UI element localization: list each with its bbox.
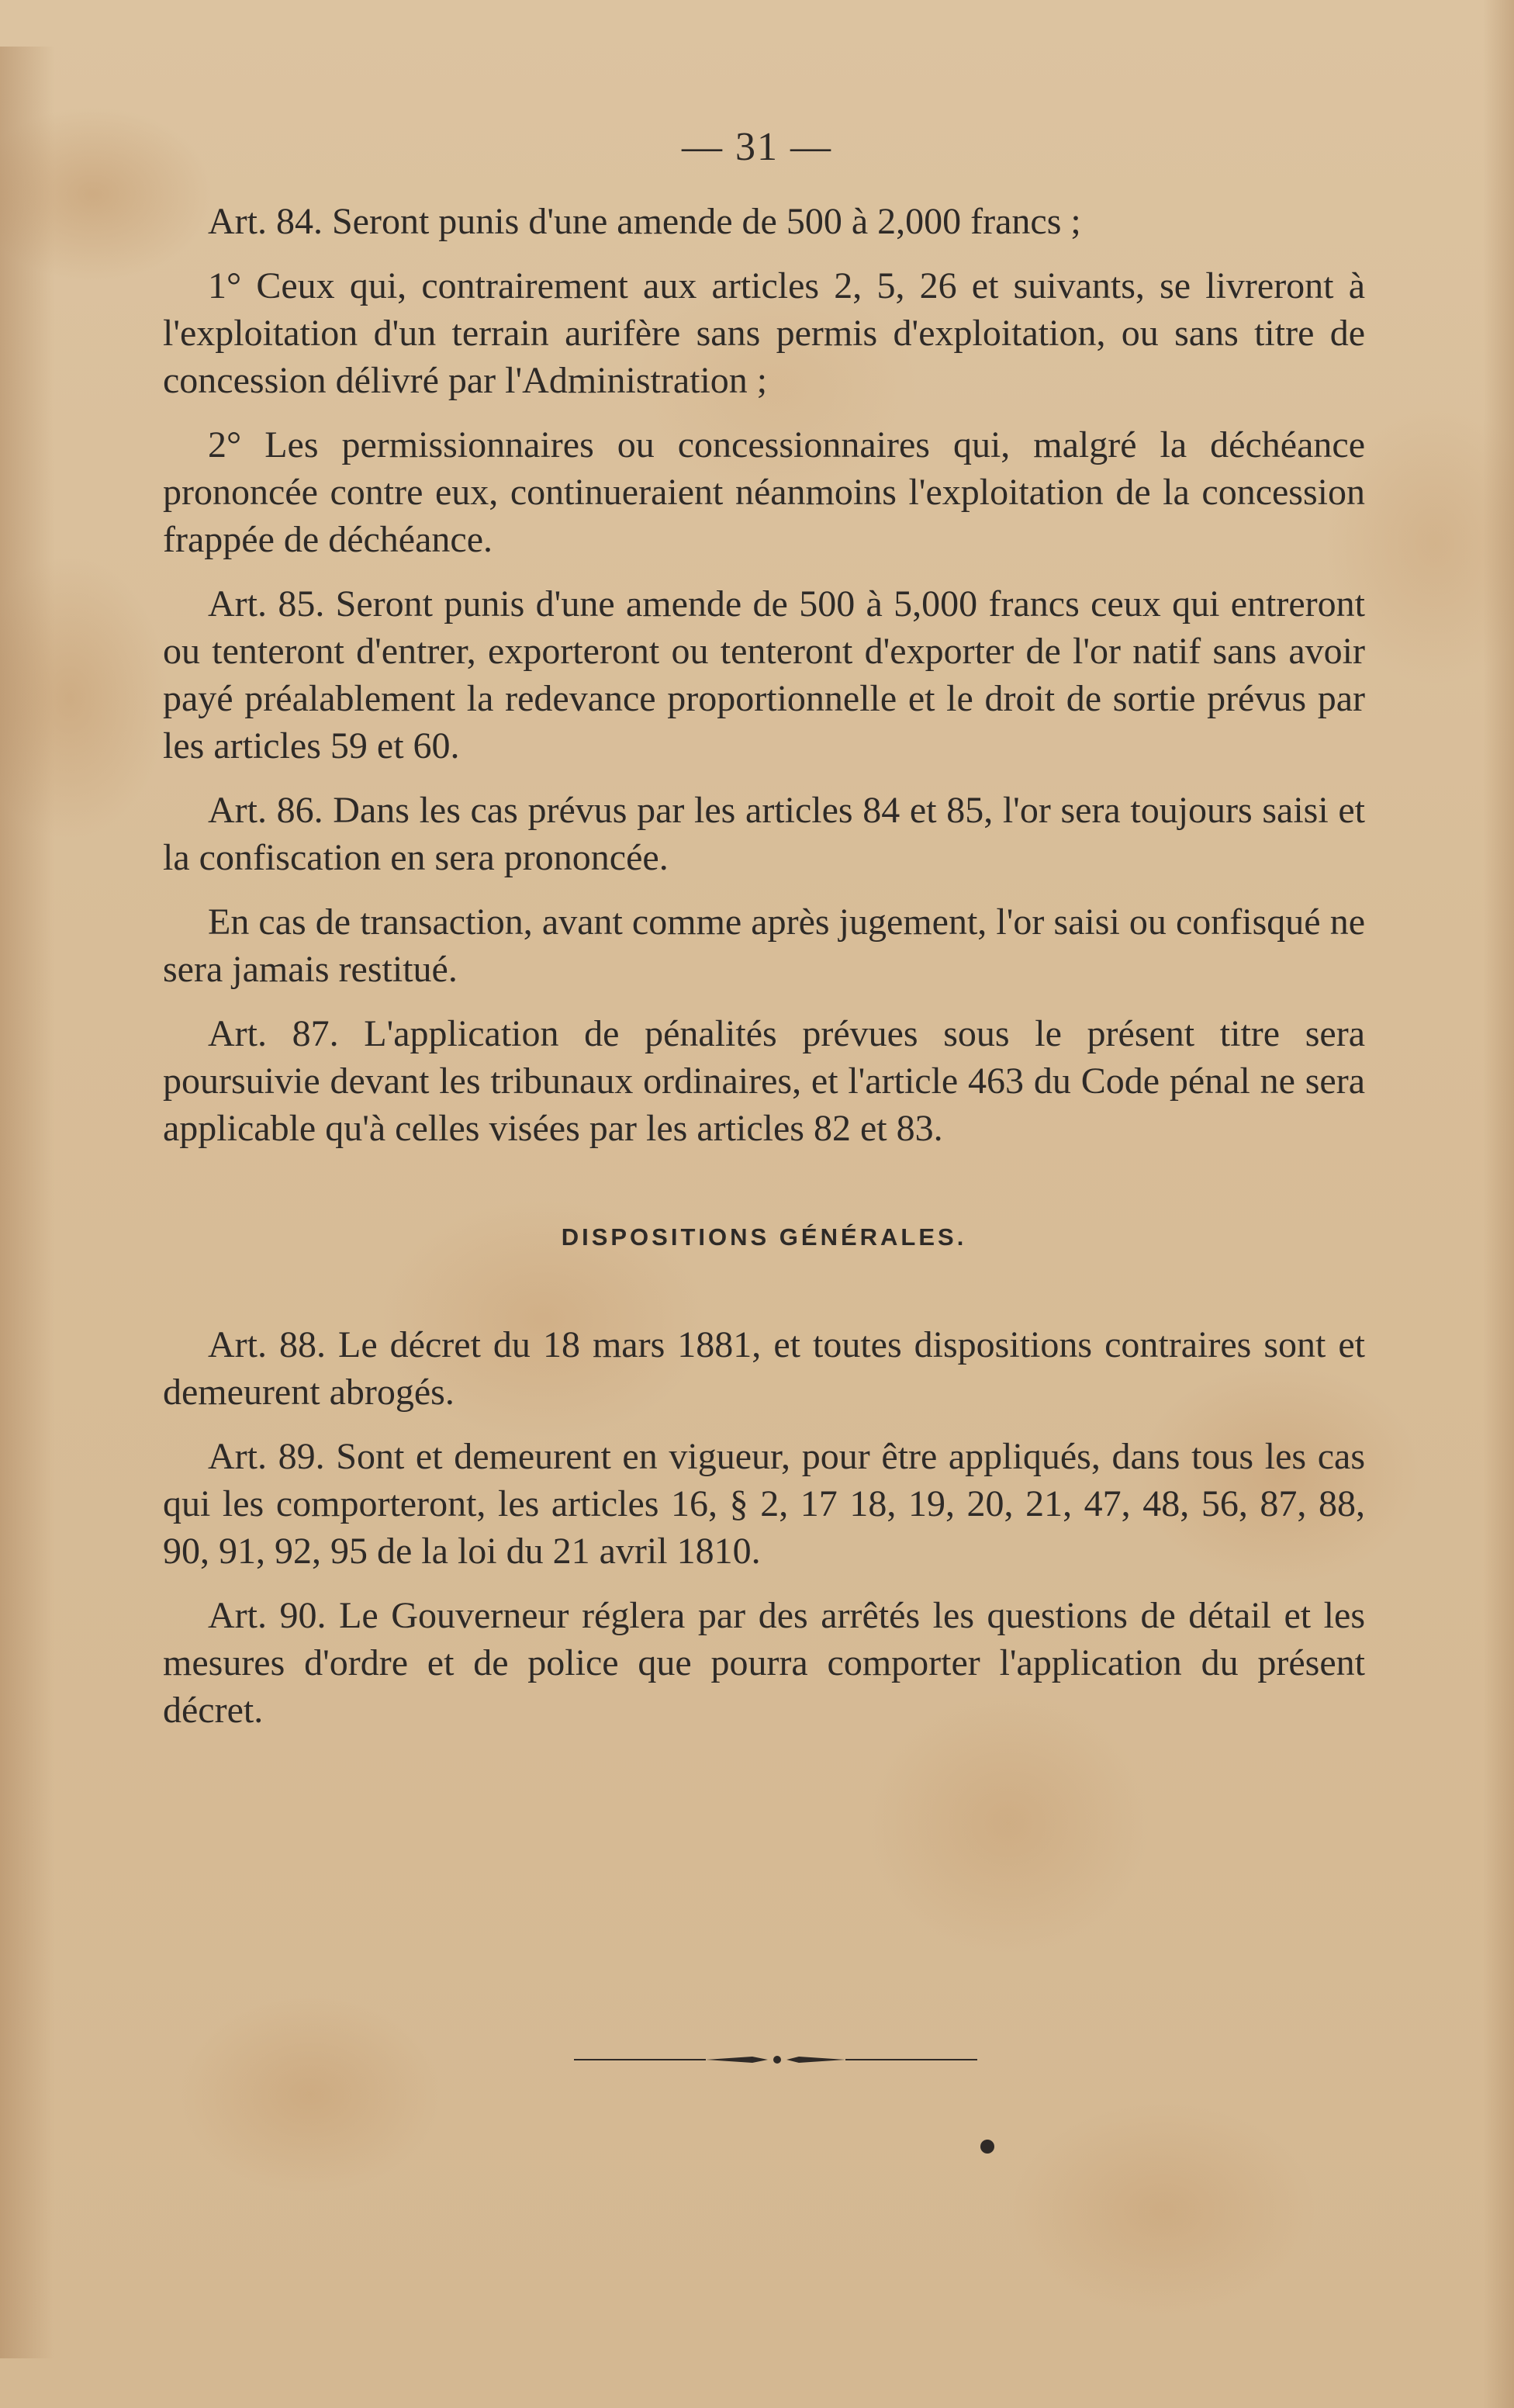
- body-text: [163, 198, 1365, 1751]
- article-85: Art. 85. Seront punis d'une amende de 500 à 5,000 francs ceux qui entreront ou tenteront d'entrer, exporteront ou tenteront d'exporter de l'or natif sans avoir payé préalablement la redevance proportionnelle et le droit de sortie prévus par les articles 59 et 60.: [163, 583, 1365, 766]
- ornament-divider-icon: [574, 2052, 977, 2067]
- article-86: Art. 86. Dans les cas prévus par les articles 84 et 85, l'or sera toujours saisi et la confiscation en sera prononcée.: [163, 790, 1365, 878]
- paper-edge-right: [1483, 0, 1514, 2408]
- paper-edge-left: [0, 47, 54, 2358]
- article-90: Art. 90. Le Gouverneur réglera par des arrêtés les questions de détail et les mesures d'ordre et de police que pourra comporter l'application du présent décret.: [163, 1595, 1365, 1731]
- article-87: Art. 87. L'application de pénalités prévues sous le présent titre sera poursuivie devant les tribunaux ordinaires, et l'article 463 du Code pénal ne sera applicable qu'à celles visées par les articles 82 et 83.: [163, 1013, 1365, 1149]
- article-84: Art. 84. Seront punis d'une amende de 500 à 2,000 francs ;: [208, 201, 1081, 242]
- article-89: Art. 89. Sont et demeurent en vigueur, pour être appliqués, dans tous les cas qui les comporteront, les articles 16, § 2, 17 18, 19, 20, 21, 47, 48, 56, 87, 88, 90, 91, 92, 95 de la loi du 21 avril 1810.: [163, 1436, 1365, 1572]
- ink-dot: [980, 2140, 994, 2154]
- article-84-item-2: 2° Les permissionnaires ou concessionnaires qui, malgré la déchéance prononcée contre eux, continueraient néanmoins l'exploitation de la concession frappée de déchéance.: [163, 424, 1365, 560]
- article-84-item-1: 1° Ceux qui, contrairement aux articles 2, 5, 26 et suivants, se livreront à l'exploitation d'un terrain aurifère sans permis d'exploitation, ou sans titre de concession délivré par l'Administration ;: [163, 265, 1365, 401]
- section-heading: DISPOSITIONS GÉNÉRALES.: [561, 1223, 967, 1251]
- article-88: Art. 88. Le décret du 18 mars 1881, et toutes dispositions contraires sont et demeurent abrogés.: [163, 1324, 1365, 1413]
- article-86-transaction: En cas de transaction, avant comme après jugement, l'or saisi ou confisqué ne sera jamais restitué.: [163, 901, 1365, 990]
- page-number: — 31 —: [682, 125, 832, 169]
